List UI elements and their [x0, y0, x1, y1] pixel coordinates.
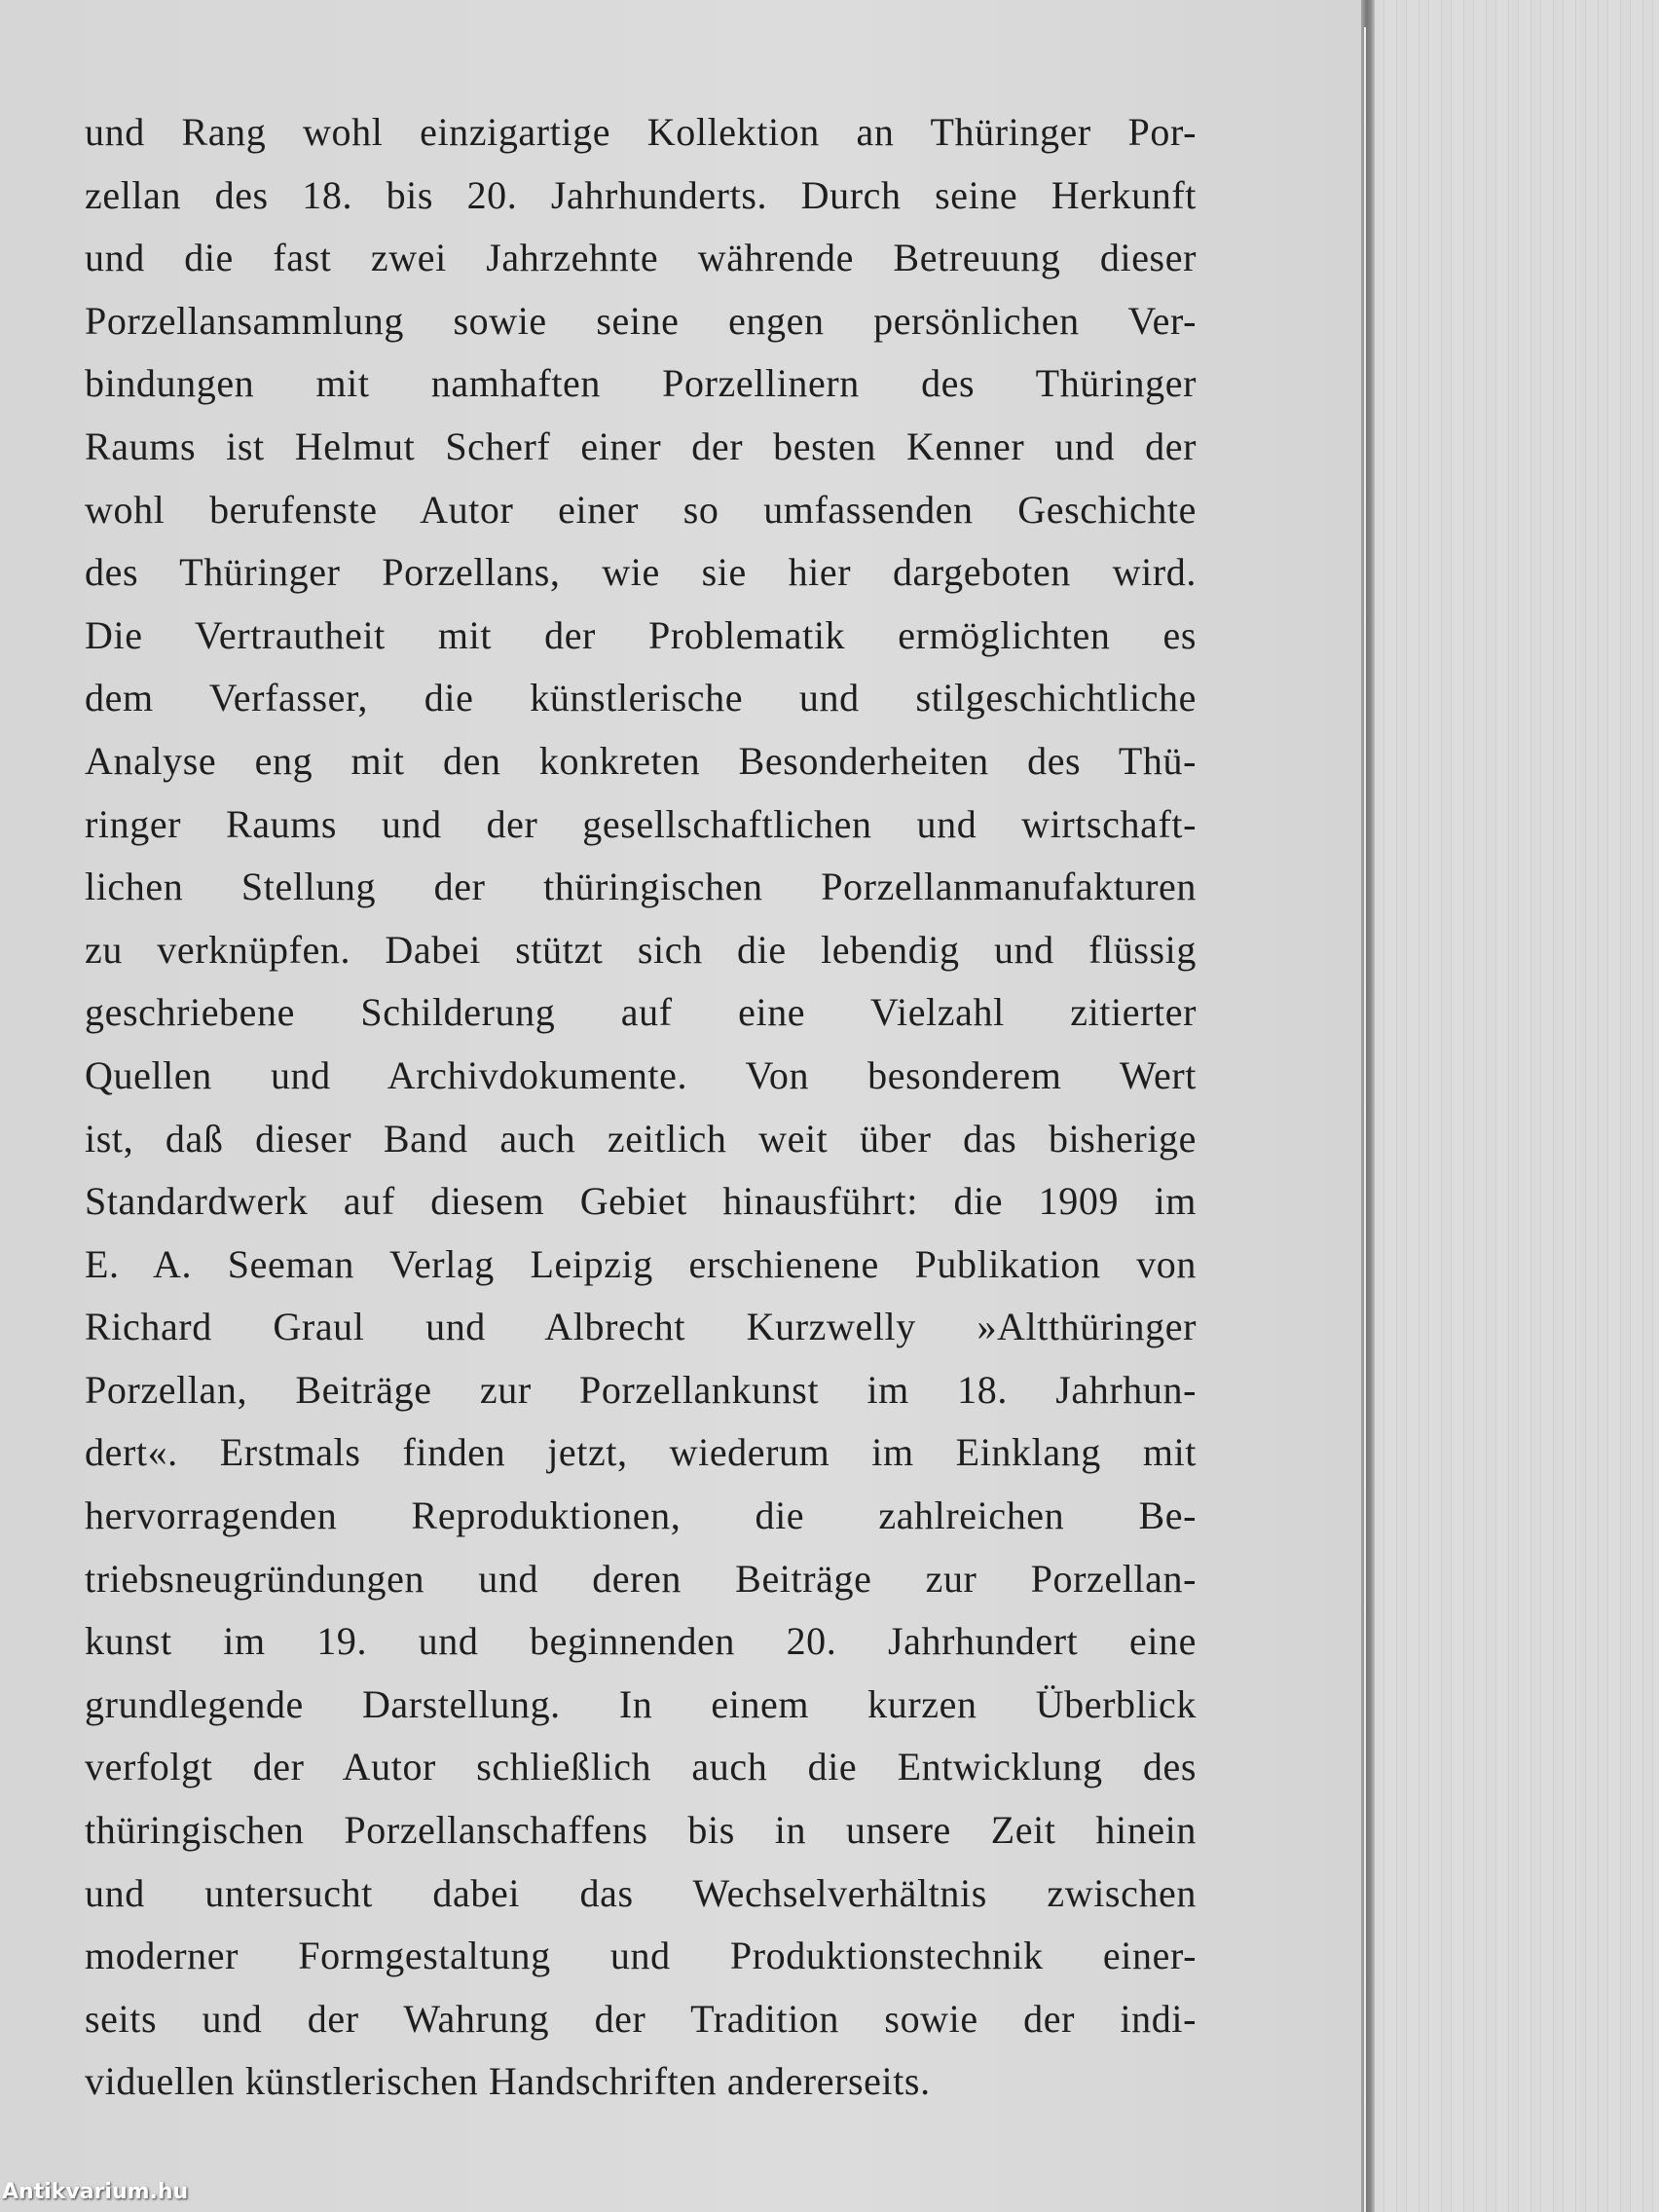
- text-line: des Thüringer Porzellans, wie sie hier dargeboten wird.: [85, 550, 1197, 595]
- watermark: Antikvarium.hu: [2, 2180, 189, 2204]
- text-line: ringer Raums und der gesellschaftlichen und wirtschaft-: [85, 801, 1197, 846]
- text-line: lichen Stellung der thüringischen Porzellanmanufakturen: [85, 865, 1197, 909]
- text-line: Die Vertrautheit mit der Problematik ermöglichten es: [85, 612, 1197, 657]
- text-line: viduellen künstlerischen Handschriften andererseits.: [85, 2059, 931, 2104]
- text-line: Standardwerk auf diesem Gebiet hinausführt: die 1909 im: [85, 1179, 1197, 1224]
- text-line: E. A. Seeman Verlag Leipzig erschienene Publikation von: [85, 1241, 1197, 1286]
- text-line: grundlegende Darstellung. In einem kurzen Überblick: [85, 1681, 1197, 1726]
- text-line: Raums ist Helmut Scherf einer der besten Kenner und der: [85, 424, 1197, 468]
- text-line: Analyse eng mit den konkreten Besonderheiten des Thü-: [85, 738, 1197, 783]
- text-line: zu verknüpfen. Dabei stützt sich die lebendig und flüssig: [85, 927, 1197, 972]
- body-text: [85, 101, 1197, 2114]
- text-line: moderner Formgestaltung und Produktionstechnik einer-: [85, 1934, 1197, 1978]
- text-line: dert«. Erstmals finden jetzt, wiederum im Einklang mit: [85, 1430, 1197, 1475]
- text-line: seits und der Wahrung der Tradition sowie der indi-: [85, 1996, 1197, 2041]
- text-line: kunst im 19. und beginnenden 20. Jahrhundert eine: [85, 1619, 1197, 1664]
- text-line: Richard Graul und Albrecht Kurzwelly »Altthüringer: [85, 1305, 1197, 1349]
- text-line: bindungen mit namhaften Porzellinern des Thüringer: [85, 361, 1197, 406]
- text-line: ist, daß dieser Band auch zeitlich weit über das bisherige: [85, 1116, 1197, 1161]
- text-line: und Rang wohl einzigartige Kollektion an Thüringer Por-: [85, 110, 1197, 154]
- text-line: Porzellan, Beiträge zur Porzellankunst im 18. Jahrhun-: [85, 1367, 1197, 1412]
- text-line: hervorragenden Reproduktionen, die zahlreichen Be-: [85, 1493, 1197, 1538]
- text-line: dem Verfasser, die künstlerische und stilgeschichtliche: [85, 676, 1197, 720]
- background-surface: [1375, 0, 1659, 2212]
- text-line: verfolgt der Autor schließlich auch die Entwicklung des: [85, 1745, 1197, 1789]
- page-edge-highlight: [1364, 27, 1366, 2212]
- text-line: geschriebene Schilderung auf eine Vielzahl zitierter: [85, 990, 1197, 1035]
- text-line: zellan des 18. bis 20. Jahrhunderts. Durch seine Herkunft: [85, 172, 1197, 217]
- text-line: Quellen und Archivdokumente. Von besonderem Wert: [85, 1052, 1197, 1097]
- text-line: und untersucht dabei das Wechselverhältnis zwischen: [85, 1870, 1197, 1915]
- text-line: und die fast zwei Jahrzehnte währende Betreuung dieser: [85, 236, 1197, 280]
- text-line: thüringischen Porzellanschaffens bis in unsere Zeit hinein: [85, 1808, 1197, 1853]
- text-line: triebsneugründungen und deren Beiträge zur Porzellan-: [85, 1556, 1197, 1601]
- text-line: wohl berufenste Autor einer so umfassenden Geschichte: [85, 487, 1197, 532]
- text-line: Porzellansammlung sowie seine engen persönlichen Ver-: [85, 298, 1197, 343]
